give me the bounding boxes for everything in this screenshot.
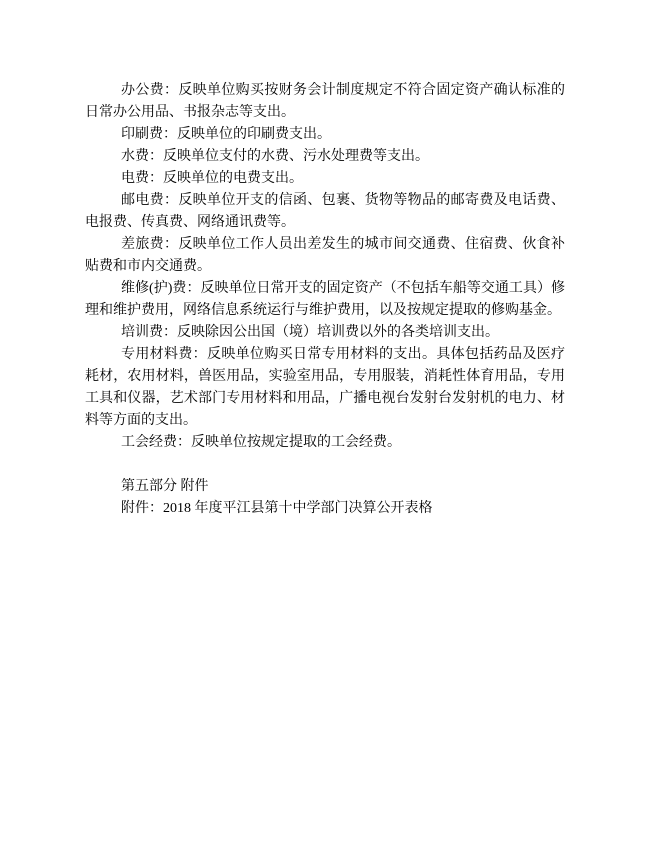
para-maintenance-expense: 维修(护)费：反映单位日常开支的固定资产（不包括车船等交通工具）修理和维护费用，网络信息系统运行与维护费用，以及按规定提取的修购基金。 <box>85 281 565 318</box>
para-special-materials-expense: 专用材料费：反映单位购买日常专用材料的支出。具体包括药品及医疗耗材，农用材料，兽医用品，实验室用品，专用服装，消耗性体育用品，专用工具和仪器，艺术部门专用材料和用品，广播电视台发射台发射机的电力、材料等方面的支出。 <box>85 347 565 428</box>
section-heading: 第五部分 附件 <box>121 479 209 494</box>
para-printing-expense: 印刷费：反映单位的印刷费支出。 <box>121 127 331 142</box>
para-union-funds: 工会经费：反映单位按规定提取的工会经费。 <box>121 435 401 450</box>
para-electricity-expense: 电费：反映单位的电费支出。 <box>121 171 303 186</box>
para-travel-expense: 差旅费：反映单位工作人员出差发生的城市间交通费、住宿费、伙食补贴费和市内交通费。 <box>85 237 565 274</box>
attachment-line: 附件：2018 年度平江县第十中学部门决算公开表格 <box>121 501 433 516</box>
para-water-expense: 水费：反映单位支付的水费、污水处理费等支出。 <box>121 149 429 164</box>
text-block <box>85 80 565 520</box>
para-office-expense: 办公费：反映单位购买按财务会计制度规定不符合固定资产确认标准的日常办公用品、书报杂志等支出。 <box>85 83 565 120</box>
para-training-expense: 培训费：反映除因公出国（境）培训费以外的各类培训支出。 <box>121 325 499 340</box>
para-post-telecom-expense: 邮电费：反映单位开支的信函、包裹、货物等物品的邮寄费及电话费、电报费、传真费、网络通讯费等。 <box>85 193 565 230</box>
